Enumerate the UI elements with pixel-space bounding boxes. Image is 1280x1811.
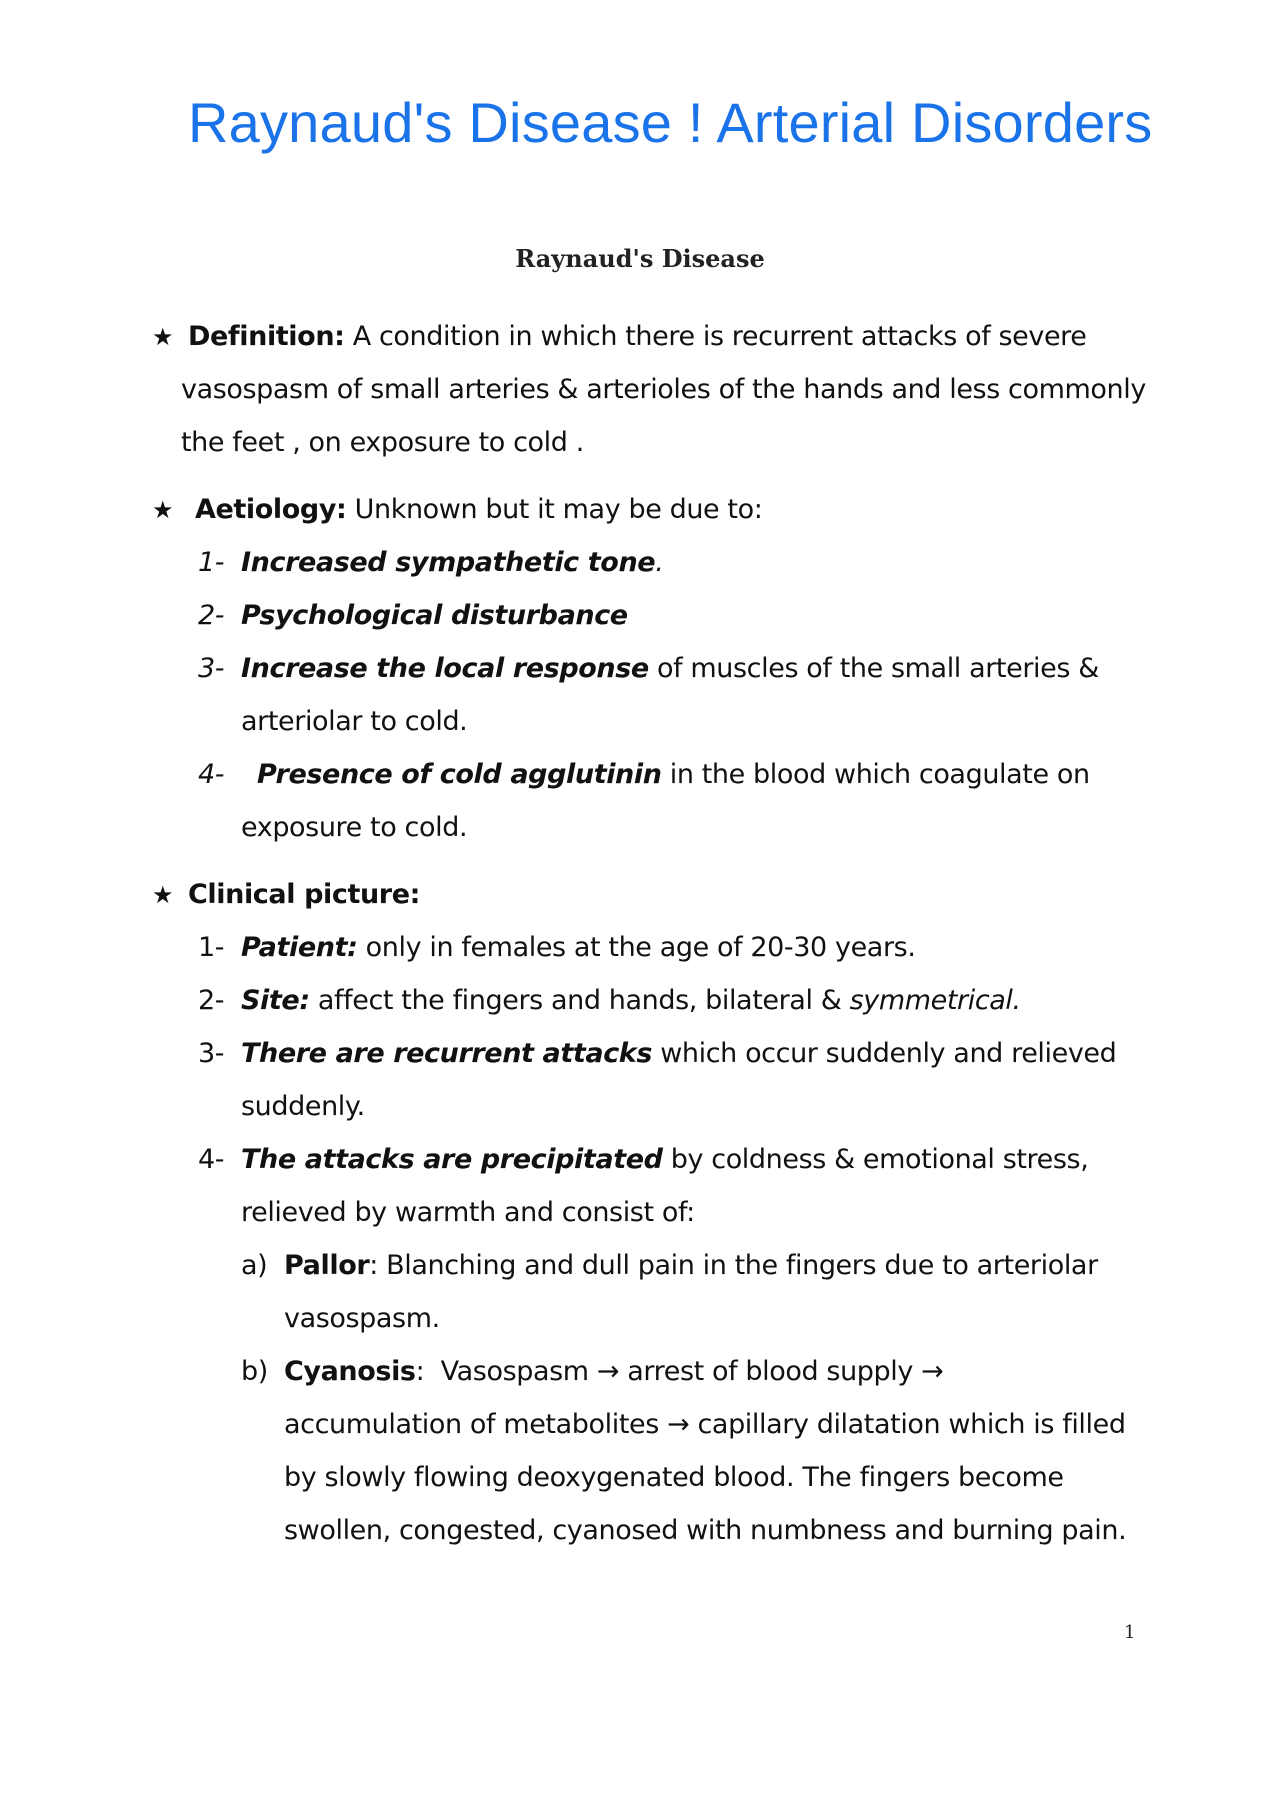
item-number: 3-	[198, 653, 225, 684]
item-emphasis: Increase the local response	[241, 653, 649, 684]
sub-item-continuation: by slowly flowing deoxygenated blood. The fingers become	[284, 1462, 1064, 1493]
aetiology-intro	[195, 492, 762, 528]
star-bullet-icon: ★	[152, 323, 174, 351]
sub-item-label: Pallor	[284, 1250, 370, 1281]
star-bullet-icon: ★	[152, 496, 174, 524]
clinical-item	[198, 930, 916, 966]
sub-item-continuation: swollen, congested, cyanosed with numbness and burning pain.	[284, 1515, 1127, 1546]
definition-text-1: A condition in which there is recurrent attacks of severe	[344, 321, 1087, 352]
item-emphasis: Presence of cold agglutinin	[257, 759, 662, 790]
item-continuation: suddenly.	[241, 1091, 365, 1122]
item-emphasis: Site:	[241, 985, 310, 1016]
item-text: of muscles of the small arteries &	[648, 653, 1099, 684]
clinical-item	[198, 1142, 1088, 1178]
definition-line-3: the feet , on exposure to cold .	[181, 427, 584, 458]
definition-label: Definition:	[188, 321, 345, 352]
sub-item-cyanosis	[241, 1354, 943, 1390]
aetiology-item	[198, 545, 663, 581]
item-number: 1-	[198, 547, 225, 578]
sub-item-text: : Blanching and dull pain in the fingers due to arteriolar	[369, 1250, 1098, 1281]
page-number: 1	[1124, 1622, 1136, 1643]
document-title: Raynaud's Disease ! Arterial Disorders	[188, 91, 1153, 154]
item-text: .	[655, 547, 664, 578]
sub-item-label: Cyanosis	[284, 1356, 416, 1387]
item-emphasis: There are recurrent attacks	[241, 1038, 653, 1069]
sub-item-pallor	[241, 1248, 1098, 1284]
clinical-item	[198, 1036, 1116, 1072]
item-emphasis: Patient:	[241, 932, 358, 963]
aetiology-intro-text: Unknown but it may be due to:	[346, 494, 763, 525]
aetiology-item	[198, 598, 628, 634]
item-continuation: arteriolar to cold.	[241, 706, 468, 737]
item-number: 2-	[198, 985, 225, 1016]
aetiology-item	[198, 651, 1099, 687]
sub-item-letter: b)	[241, 1356, 268, 1387]
item-italic-text: symmetrical.	[849, 985, 1021, 1016]
sub-item-continuation: accumulation of metabolites → capillary dilatation which is filled	[284, 1409, 1126, 1440]
item-text: by coldness & emotional stress,	[662, 1144, 1089, 1175]
aetiology-item	[198, 757, 1090, 793]
definition-line-1	[188, 319, 1086, 355]
item-text: only in females at the age of 20-30 years.	[357, 932, 916, 963]
aetiology-label: Aetiology:	[195, 494, 347, 525]
item-number: 3-	[198, 1038, 225, 1069]
sub-item-text: : Vasospasm → arrest of blood supply →	[415, 1356, 944, 1387]
item-number: 4-	[198, 759, 225, 790]
item-continuation: exposure to cold.	[241, 812, 468, 843]
item-text: affect the fingers and hands, bilateral &	[309, 985, 850, 1016]
definition-line-2: vasospasm of small arteries & arterioles of the hands and less commonly	[181, 374, 1146, 405]
item-emphasis: The attacks are precipitated	[241, 1144, 663, 1175]
item-emphasis: Psychological disturbance	[241, 600, 628, 631]
item-number: 1-	[198, 932, 225, 963]
star-bullet-icon: ★	[152, 881, 174, 909]
item-text: which occur suddenly and relieved	[652, 1038, 1117, 1069]
clinical-heading	[188, 877, 420, 913]
section-heading: Raynaud's Disease	[515, 244, 765, 273]
sub-item-letter: a)	[241, 1250, 268, 1281]
clinical-item	[198, 983, 1021, 1019]
item-number: 2-	[198, 600, 225, 631]
sub-item-continuation: vasospasm.	[284, 1303, 440, 1334]
item-emphasis: Increased sympathetic tone	[241, 547, 656, 578]
clinical-label: Clinical picture:	[188, 879, 421, 910]
item-text: in the blood which coagulate on	[661, 759, 1090, 790]
item-number: 4-	[198, 1144, 225, 1175]
item-continuation: relieved by warmth and consist of:	[241, 1197, 695, 1228]
